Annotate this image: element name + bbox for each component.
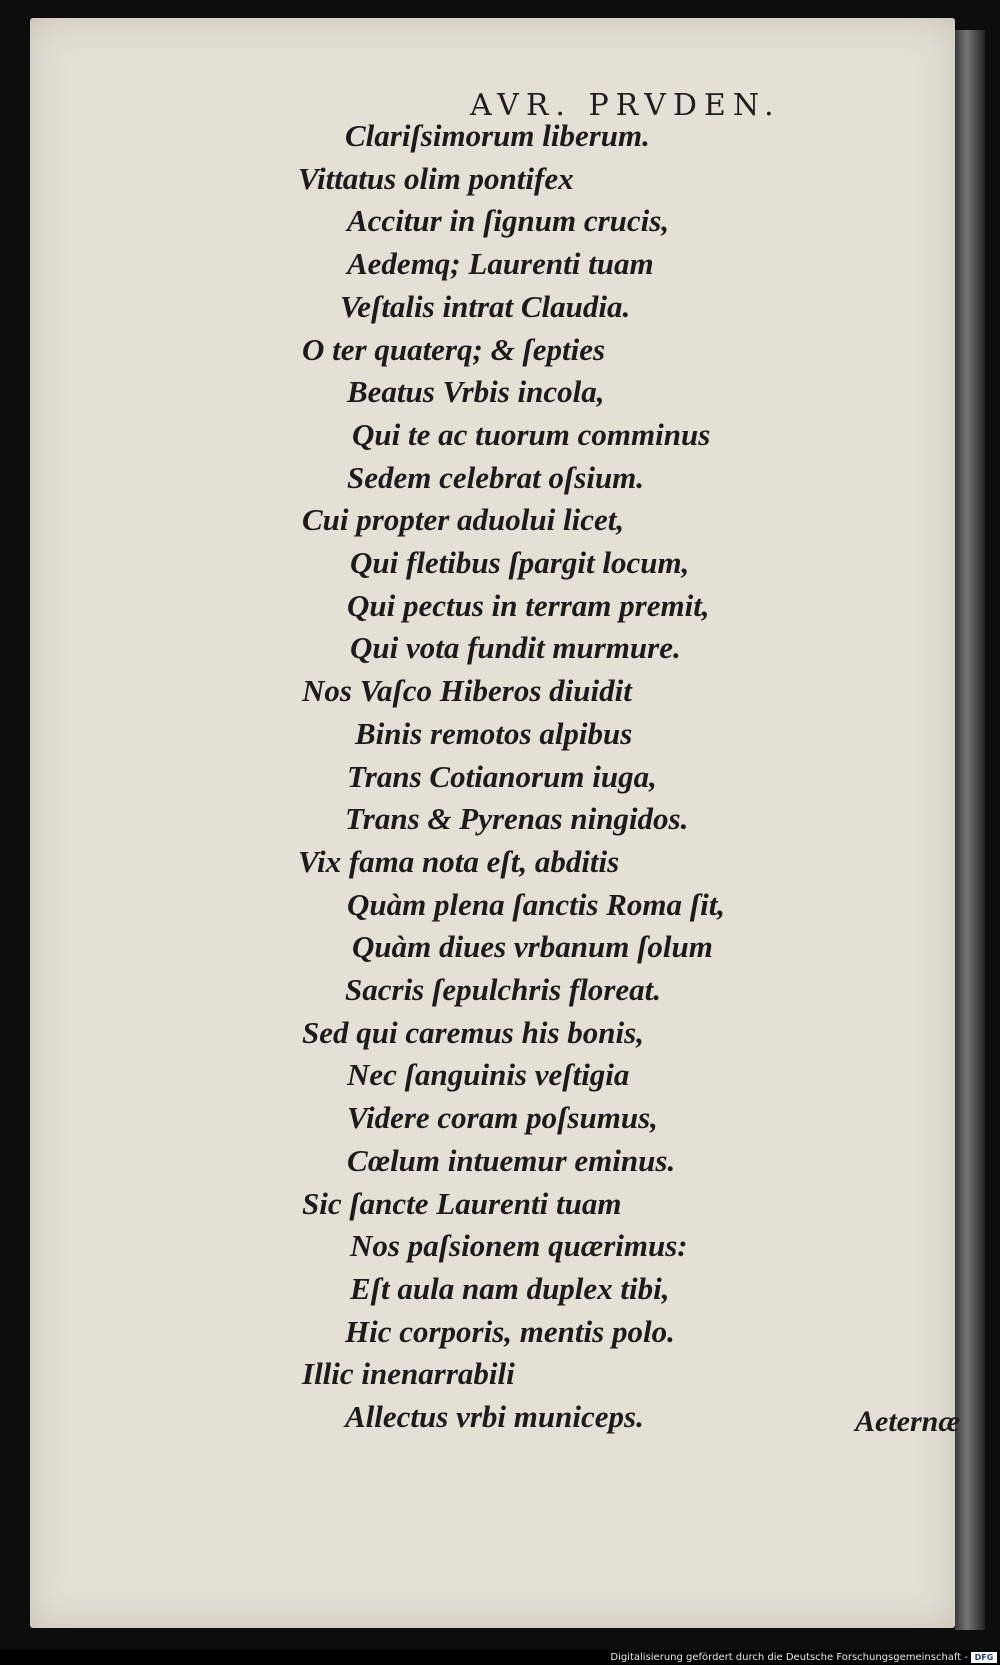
verse-line: Cœlum intuemur eminus. [347, 1142, 676, 1178]
verse-line: Sed qui caremus his bonis, [302, 1014, 644, 1050]
verse-line: Qui te ac tuorum comminus [352, 416, 711, 452]
page-edge [955, 30, 985, 1630]
catchword: Aeternæ [855, 1405, 960, 1438]
verse-line: Sacris ſepulchris floreat. [345, 972, 662, 1007]
verse-line: Clariſsimorum liberum. [345, 118, 650, 153]
verse-line: Qui vota fundit murmure. [350, 630, 681, 666]
verse-line: Nos paſsionem quærimus: [350, 1228, 688, 1264]
verse-line: Accitur in ſignum crucis, [347, 203, 670, 239]
running-head: AVR. PRVDEN. [470, 88, 781, 123]
verse-line: Hic corporis, mentis polo. [345, 1313, 675, 1349]
verse-line: Veſtalis intrat Claudia. [340, 288, 631, 324]
verse-line: Binis remotos alpibus [355, 715, 633, 751]
verse-line: Nos Vaſco Hiberos diuidit [302, 673, 632, 709]
verse-line: Eſt aula nam duplex tibi, [350, 1270, 670, 1306]
verse-line: Nec ſanguinis veſtigia [347, 1057, 630, 1093]
footer-credit: Digitalisierung gefördert durch die Deutsche Forschungsgemeinschaft - [610, 1652, 968, 1663]
verse-line: O ter quaterq; & ſepties [302, 331, 606, 367]
verse-line: Qui pectus in terram premit, [347, 587, 710, 623]
verse-line: Beatus Vrbis incola, [347, 374, 605, 410]
verse-line: Trans Cotianorum iuga, [347, 758, 657, 794]
verse-line: Videre coram poſsumus, [347, 1100, 658, 1136]
verse-line: Quàm plena ſanctis Roma ſit, [347, 886, 726, 922]
verse-line: Sedem celebrat oſsium. [347, 459, 645, 495]
verse-line: Sic ſancte Laurenti tuam [302, 1185, 622, 1221]
verse-line: Qui fletibus ſpargit locum, [350, 545, 690, 580]
verse-line: Cui propter aduolui licet, [302, 502, 625, 538]
verse-line: Trans & Pyrenas ningidos. [345, 801, 689, 837]
dfg-logo: DFG [971, 1652, 997, 1663]
verse-line: Vix fama nota eſt, abditis [298, 843, 620, 879]
verse-line: Quàm diues vrbanum ſolum [352, 929, 713, 965]
verse-line: Aedemq; Laurenti tuam [347, 246, 654, 282]
verse-line: Illic inenarrabili [302, 1356, 515, 1392]
verse-line: Vittatus olim pontifex [298, 160, 574, 196]
verse-line: Allectus vrbi municeps. [345, 1399, 644, 1434]
